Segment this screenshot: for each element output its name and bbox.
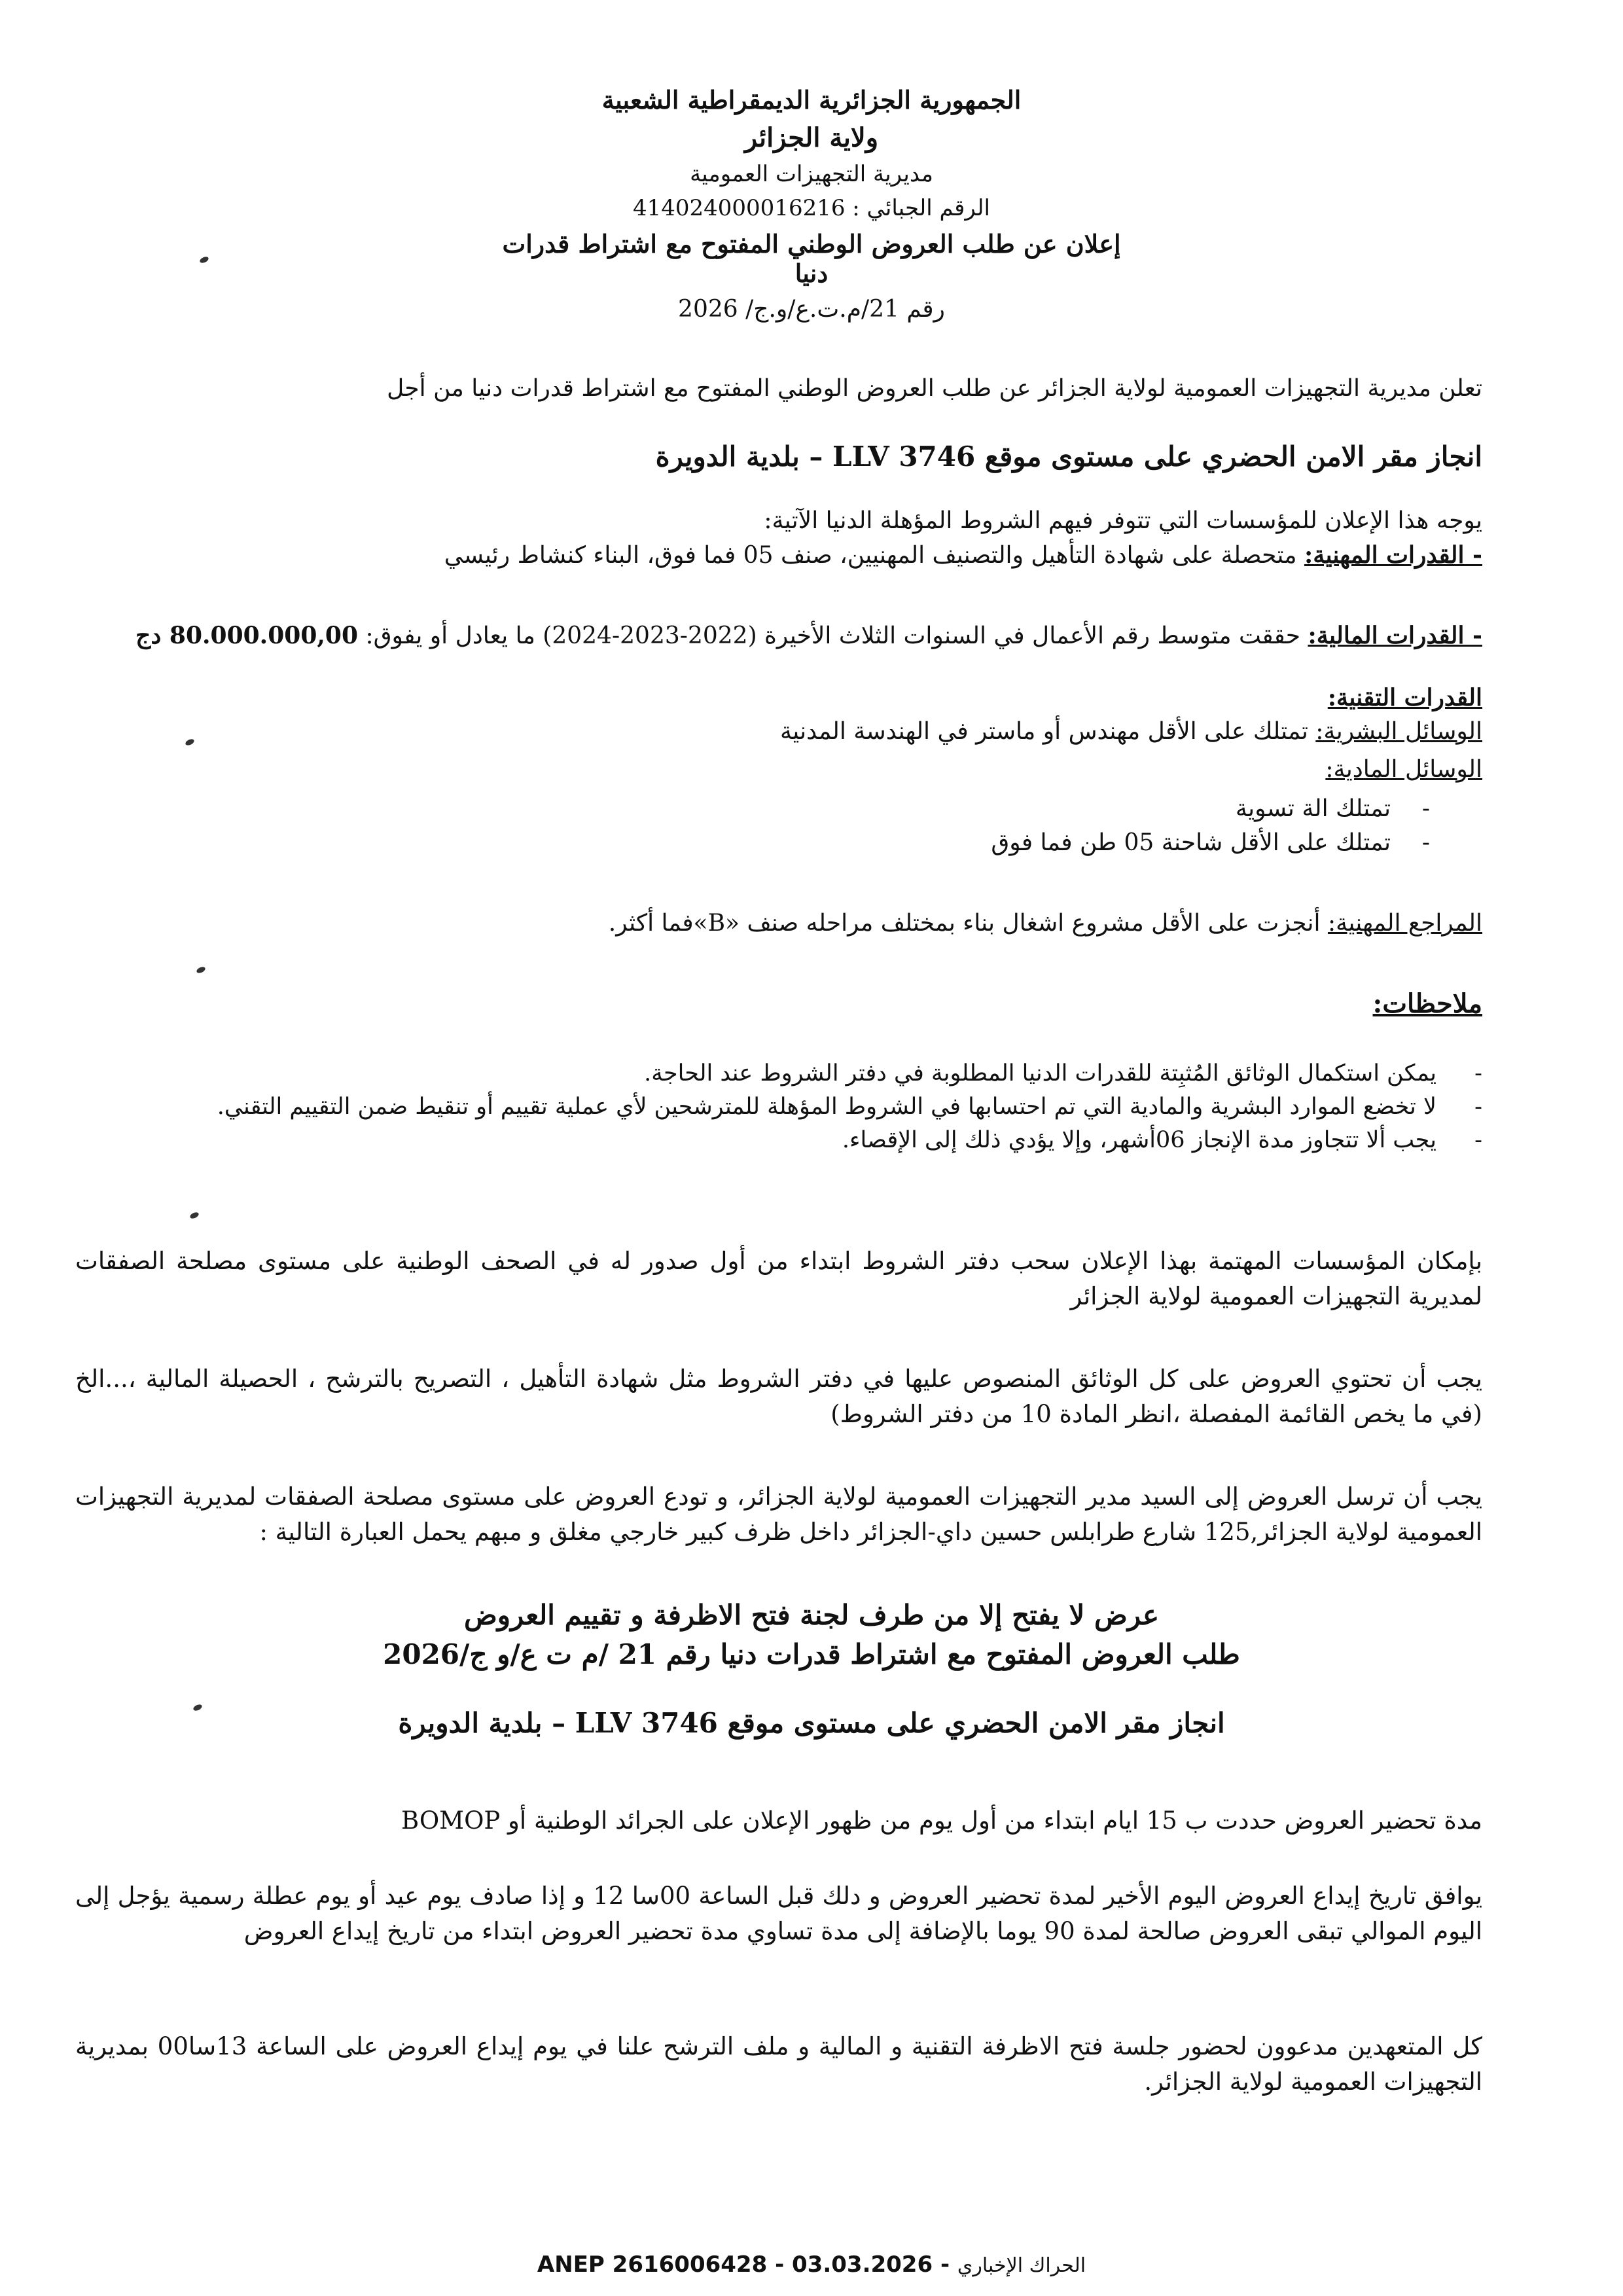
references-text: أنجزت على الأقل مشروع اشغال بناء بمختلف مراحله صنف «B»فما أكثر. — [608, 910, 1321, 937]
reference-number: رقم 21/م.ت.ع/و.ج/ 2026 — [678, 296, 945, 323]
scan-speck — [199, 255, 209, 264]
material-label: الوسائل المادية: — [1325, 756, 1482, 783]
envelope-line-3: انجاز مقر الامن الحضري على مستوى موقع 3746 LLV – بلدية الدويرة — [398, 1707, 1225, 1739]
republic-name: الجمهورية الجزائرية الديمقراطية الشعبية — [601, 85, 1022, 115]
notes-label: ملاحظات: — [1372, 988, 1482, 1019]
withdraw-paragraph: بإمكان المؤسسات المهتمة بهذا الإعلان سحب دفتر الشروط ابتداء من أول صدور له في الصحف الوطنية على مستوى مصلحة الصفقات لمديرية التجهيزات العمومية لولاية الجزائر — [75, 1247, 1482, 1310]
material-item: - تمتلك على الأقل شاحنة 05 طن فما فوق — [75, 826, 1391, 860]
envelope-line-2: طلب العروض المفتوح مع اشتراط قدرات دنيا رقم 21 /م ت ع/و ج/2026 — [383, 1638, 1240, 1670]
project-title: انجاز مقر الامن الحضري على مستوى موقع 3746 LLV – بلدية الدويرة — [655, 440, 1482, 473]
announcement-title: إعلان عن طلب العروض الوطني المفتوح مع اشتراط قدرات دنيا — [502, 229, 1121, 288]
footer-source: الحراك الإخباري — [957, 2254, 1086, 2277]
footer-code: ANEP 2616006428 - 03.03.2026 — [537, 2251, 933, 2278]
addressed-line: يوجه هذا الإعلان للمؤسسات التي تتوفر فيهم الشروط المؤهلة الدنيا الآتية: — [764, 507, 1482, 534]
directorate-name: مديرية التجهيزات العمومية — [690, 161, 933, 187]
contents-paragraph: يجب أن تحتوي العروض على كل الوثائق المنصوص عليها في دفتر الشروط مثل شهادة التأهيل ، التصريح بالترشح ، الحصيلة المالية ،...الخ (في ما يخص القائمة المفصلة ،انظر المادة 10 من دفتر الشروط) — [75, 1365, 1482, 1428]
send-paragraph: يجب أن ترسل العروض إلى السيد مدير التجهيزات العمومية لولاية الجزائر، و تودع العروض على مستوى مصلحة الصفقات لمديرية التجهيزات العمومية لولاية الجزائر,125 شارع طرابلس حسين داي-الجزائر داخل ظرف كبير خارجي مغلق و مبهم يحمل العبارة التالية : — [75, 1482, 1482, 1546]
duration-paragraph: مدة تحضير العروض حددت ب 15 ايام ابتداء من أول يوم من ظهور الإعلان على الجرائد الوطنية أو BOMOP — [401, 1806, 1482, 1835]
professional-label: - القدرات المهنية: — [1304, 541, 1482, 569]
intro-line: تعلن مديرية التجهيزات العمومية لولاية الجزائر عن طلب العروض الوطني المفتوح مع اشتراط قدرات دنيا من أجل — [387, 375, 1482, 402]
human-means — [75, 715, 1482, 749]
technical-label: القدرات التقنية: — [1327, 684, 1482, 711]
financial-amount: 80.000.000,00 دج — [135, 622, 358, 649]
human-label: الوسائل البشرية: — [1315, 718, 1482, 745]
financial-label: - القدرات المالية: — [1308, 622, 1482, 649]
scan-speck — [189, 1211, 200, 1219]
professional-capacity — [75, 538, 1482, 573]
scan-speck — [196, 965, 206, 974]
note-item: - يجب ألا تتجاوز مدة الإنجاز 06أشهر، وإلا يؤدي ذلك إلى الإقصاء. — [75, 1124, 1482, 1157]
invitation-paragraph: كل المتعهدين مدعوون لحضور جلسة فتح الاظرفة التقنية و المالية و ملف الترشح علنا في يوم إيداع العروض على الساعة 13سا00 بمديرية التجهيزات العمومية لولاية الجزائر. — [75, 2032, 1483, 2096]
material-item: - تمتلك الة تسوية — [75, 792, 1391, 826]
note-item: - لا تخضع الموارد البشرية والمادية التي تم احتسابها في الشروط المؤهلة للمترشحين لأي عملية تقييم أو تنقيط ضمن التقييم التقني. — [75, 1090, 1482, 1124]
note-item: - يمكن استكمال الوثائق المُثبِتة للقدرات الدنيا المطلوبة في دفتر الشروط عند الحاجة. — [75, 1057, 1482, 1090]
professional-text: متحصلة على شهادة التأهيل والتصنيف المهنيين، صنف 05 فما فوق، البناء كنشاط رئيسي — [444, 542, 1297, 569]
tax-number: الرقم الجبائي : 414024000016216 — [633, 195, 990, 221]
references-label: المراجع المهنية: — [1327, 910, 1482, 937]
human-text: تمتلك على الأقل مهندس أو ماستر في الهندسة المدنية — [779, 718, 1308, 745]
notes-list — [75, 1057, 1482, 1157]
financial-capacity — [75, 619, 1482, 653]
financial-text: حققت متوسط رقم الأعمال في السنوات الثلاث الأخيرة (2022-2023-2024) ما يعادل أو يفوق: — [365, 622, 1300, 649]
material-list — [75, 792, 1482, 860]
footer: ANEP 2616006428 - 03.03.2026 - الحراك الإخباري — [537, 2251, 1086, 2278]
deadline-paragraph: يوافق تاريخ إيداع العروض اليوم الأخير لمدة تحضير العروض و دلك قبل الساعة 00سا 12 و إذا صادف يوم عيد أو يوم عطلة رسمية يؤجل إلى اليوم الموالي تبقى العروض صالحة لمدة 90 يوما بالإضافة إلى مدة تساوي مدة تحضير العروض ابتداء من تاريخ إيداع العروض — [75, 1882, 1482, 1945]
document-header — [484, 85, 1139, 331]
wilaya-name: ولاية الجزائر — [744, 122, 879, 153]
professional-references — [75, 906, 1482, 941]
envelope-line-1: عرض لا يفتح إلا من طرف لجنة فتح الاظرفة و تقييم العروض — [463, 1599, 1160, 1631]
